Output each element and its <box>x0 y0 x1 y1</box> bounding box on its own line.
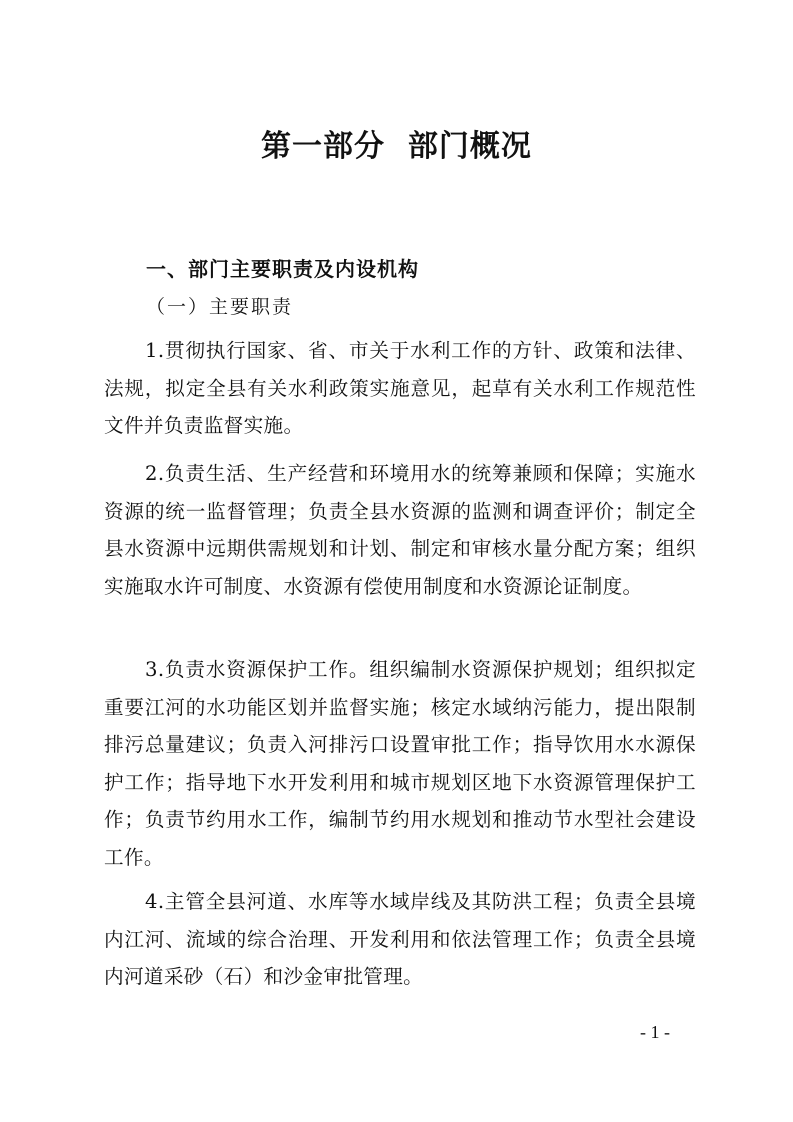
paragraph-4: 4.主管全县河道、水库等水域岸线及其防洪工程；负责全县境内江河、流域的综合治理、开发利用和依法管理工作；负责全县境内河道采砂（石）和沙金审批管理。 <box>104 890 696 988</box>
paragraph-3: 3.负责水资源保护工作。组织编制水资源保护规划；组织拟定重要江河的水功能区划并监督实施；核定水域纳污能力，提出限制排污总量建议；负责入河排污口设置审批工作；指导饮用水水源保护工作；指导地下水开发利用和城市规划区地下水资源管理保护工作；负责节约用水工作，编制节约用水规划和推动节水型社会建设工作。 <box>104 658 696 869</box>
paragraph-2: 2.负责生活、生产经营和环境用水的统筹兼顾和保障；实施水资源的统一监督管理；负责全县水资源的监测和调查评价；制定全县水资源中远期供需规划和计划、制定和审核水量分配方案；组织实施取水许可制度、水资源有偿使用制度和水资源论证制度。 <box>104 462 696 598</box>
page-title: 第一部分 部门概况 <box>261 129 532 164</box>
page-number: - 1 - <box>640 1022 670 1042</box>
paragraph-1: 1.贯彻执行国家、省、市关于水利工作的方针、政策和法律、法规，拟定全县有关水利政策实施意见，起草有关水利工作规范性文件并负责监督实施。 <box>104 339 696 437</box>
section-heading: 一、部门主要职责及内设机构 <box>146 257 419 281</box>
subsection-heading: （一）主要职责 <box>146 296 294 318</box>
